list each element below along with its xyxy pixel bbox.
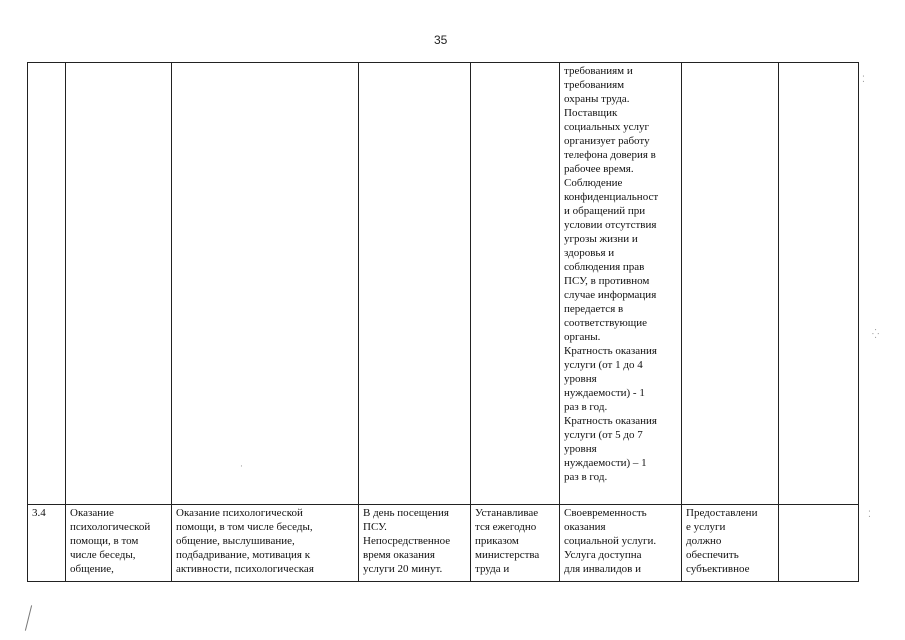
service-timing-cell [359,63,471,505]
scan-speck: · [240,462,243,472]
scan-speck: ⁚ [862,75,865,85]
extra-cell [779,505,859,582]
service-rate-cell [471,63,560,505]
service-rate-cell: Устанавливае тся ежегодно приказом министерства труда и [471,505,560,582]
services-table [27,62,859,582]
scan-pen-stroke [25,605,32,630]
service-description-cell [172,63,359,505]
row-number-cell: 3.4 [28,505,66,582]
row-number-cell [28,63,66,505]
page-number: 35 [434,33,448,47]
quality-indicators-cell: требованиям и требованиям охраны труда. Поставщик социальных услуг организует работу телефона доверия в рабочее время. Соблюдение конфиденциальност и обращений при условии отсутствия угрозы жизни и здоровья и соблюдения прав ПСУ, в противном случае информация передается в соответствующие органы. Кратность оказания услуги (от 1 до 4 уровня нуждаемости) - 1 раз в год. Кратность оказания услуги (от 5 до 7 уровня нуждаемости) – 1 раз в год. [560,63,682,505]
quality-indicators-cell: Своевременность оказания социальной услуги. Услуга доступна для инвалидов и [560,505,682,582]
evaluation-cell: Предоставлени е услуги должно обеспечить субъективное [682,505,779,582]
service-name-cell [66,63,172,505]
service-name-cell: Оказание психологической помощи, в том числе беседы, общение, [66,505,172,582]
table-row [28,505,859,582]
extra-cell [779,63,859,505]
service-timing-cell: В день посещения ПСУ. Непосредственное время оказания услуги 20 минут. [359,505,471,582]
service-description-cell: Оказание психологической помощи, в том числе беседы, общение, выслушивание, подбадривание, мотивация к активности, психологическая [172,505,359,582]
evaluation-cell [682,63,779,505]
scan-speck: ⁚ [868,510,871,520]
table-row [28,63,859,505]
scan-speck: ⁛ [872,330,880,340]
